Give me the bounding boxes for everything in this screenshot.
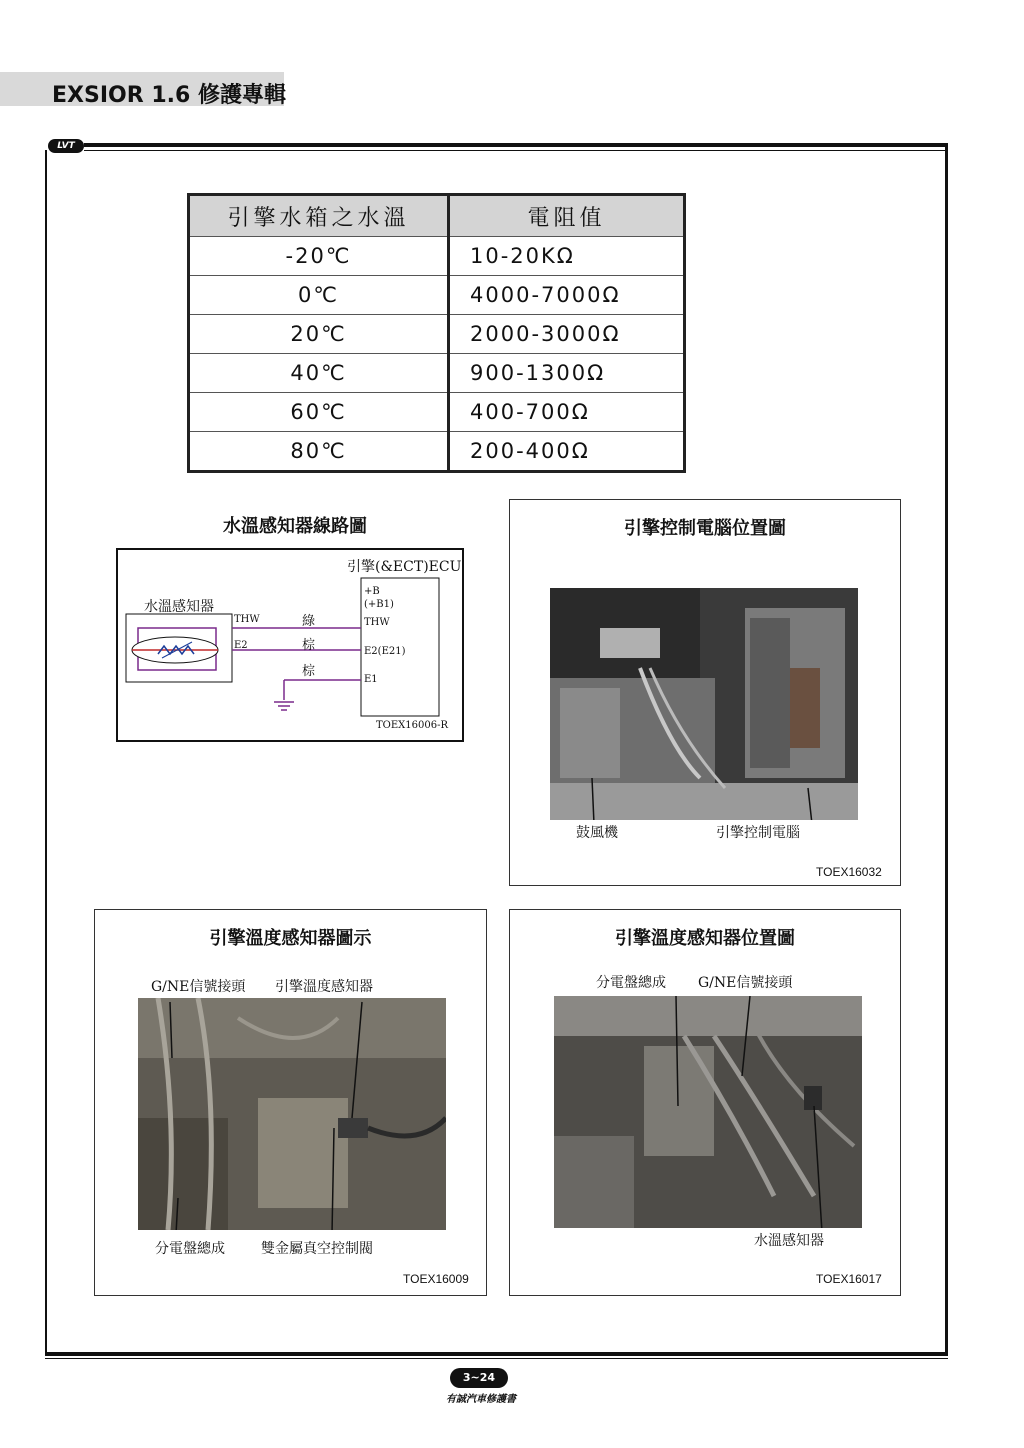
- pin-thw-label: THW: [364, 617, 390, 628]
- publisher-logo: LVT: [48, 139, 84, 153]
- ecu-label: 引擎(&ECT)ECU: [347, 559, 462, 575]
- resistance-cell: 900-1300Ω: [449, 354, 685, 393]
- frame-top-thin-rule: [84, 150, 948, 151]
- ecu-photo-drawing: [550, 588, 858, 820]
- circuit-title: 水溫感知器線路圖: [223, 516, 367, 537]
- wire-brown-label: 棕: [302, 664, 316, 679]
- temperature-cell: 0℃: [189, 276, 449, 315]
- sensor-thw-label: THW: [234, 614, 260, 625]
- sensor-location-drawing: [554, 996, 862, 1228]
- distributor-label: 分電盤總成: [155, 1241, 225, 1257]
- table-header-row: [189, 195, 685, 237]
- table-row: [189, 237, 685, 276]
- table-row: [189, 276, 685, 315]
- ecu-label: 引擎控制電腦: [716, 825, 800, 841]
- column-header-temperature: 引擎水箱之水溫: [189, 195, 449, 237]
- engine-sensor-photo: [138, 998, 446, 1230]
- sensor-location-photo: [554, 996, 862, 1228]
- ecu-location-title: 引擎控制電腦位置圖: [624, 518, 786, 539]
- resistance-cell: 2000-3000Ω: [449, 315, 685, 354]
- temperature-cell: 40℃: [189, 354, 449, 393]
- pin-e1-label: E1: [364, 674, 378, 685]
- gne-label: G/NE信號接頭: [151, 979, 246, 995]
- ecu-location-panel: [509, 499, 901, 886]
- temperature-cell: 20℃: [189, 315, 449, 354]
- frame-bottom-thin-rule: [45, 1358, 948, 1359]
- distributor-label: 分電盤總成: [596, 975, 666, 991]
- frame-left-rule: [45, 150, 47, 1356]
- table-row: [189, 354, 685, 393]
- pin-e2-label: E2(E21): [364, 646, 406, 657]
- ecu-location-code: TOEX16032: [816, 865, 882, 879]
- frame-bottom-rule: [45, 1352, 948, 1356]
- sensor-e2-label: E2: [234, 640, 248, 651]
- pin-b1-label: (+B1): [364, 599, 394, 610]
- resistance-cell: 10-20KΩ: [449, 237, 685, 276]
- table-row: [189, 315, 685, 354]
- page-number-badge: [450, 1368, 508, 1388]
- column-header-resistance: 電阻值: [449, 195, 685, 237]
- engine-sensor-code: TOEX16009: [403, 1272, 469, 1286]
- temperature-cell: -20℃: [189, 237, 449, 276]
- sensor-label: 水溫感知器: [144, 599, 214, 615]
- resistance-cell: 200-400Ω: [449, 432, 685, 472]
- water-sensor-label: 水溫感知器: [754, 1233, 824, 1249]
- sensor-label: 引擎溫度感知器: [275, 979, 373, 995]
- engine-sensor-panel: [94, 909, 487, 1296]
- gne-label: G/NE信號接頭: [698, 975, 793, 991]
- table-row: [189, 432, 685, 472]
- sensor-location-code: TOEX16017: [816, 1272, 882, 1286]
- table-row: [189, 393, 685, 432]
- book-title: EXSIOR 1.6 修護專輯: [52, 83, 286, 108]
- vacuum-valve-label: 雙金屬真空控制閥: [261, 1241, 373, 1257]
- pin-b-label: +B: [364, 586, 380, 597]
- frame-right-rule: [945, 147, 948, 1356]
- wire-brown-label: 棕: [302, 638, 316, 653]
- temperature-cell: 80℃: [189, 432, 449, 472]
- resistance-cell: 400-700Ω: [449, 393, 685, 432]
- page-number: 3~24: [462, 1371, 496, 1384]
- resistance-cell: 4000-7000Ω: [449, 276, 685, 315]
- circuit-title-box: [95, 508, 495, 538]
- publisher-name: 有誠汽車修護書: [446, 1394, 516, 1405]
- temperature-cell: 60℃: [189, 393, 449, 432]
- circuit-diagram: [116, 548, 464, 742]
- ecu-location-photo: [550, 588, 858, 820]
- engine-sensor-title: 引擎溫度感知器圖示: [209, 928, 372, 949]
- wire-green-label: 綠: [302, 614, 316, 629]
- frame-top-rule: [84, 143, 948, 147]
- circuit-drawing: [118, 550, 462, 740]
- engine-sensor-drawing: [138, 998, 446, 1230]
- circuit-code: TOEX16006-R: [376, 720, 449, 731]
- blower-label: 鼓風機: [576, 825, 618, 841]
- sensor-location-title: 引擎溫度感知器位置圖: [615, 928, 795, 949]
- resistance-table: [187, 193, 686, 473]
- sensor-location-panel: [509, 909, 901, 1296]
